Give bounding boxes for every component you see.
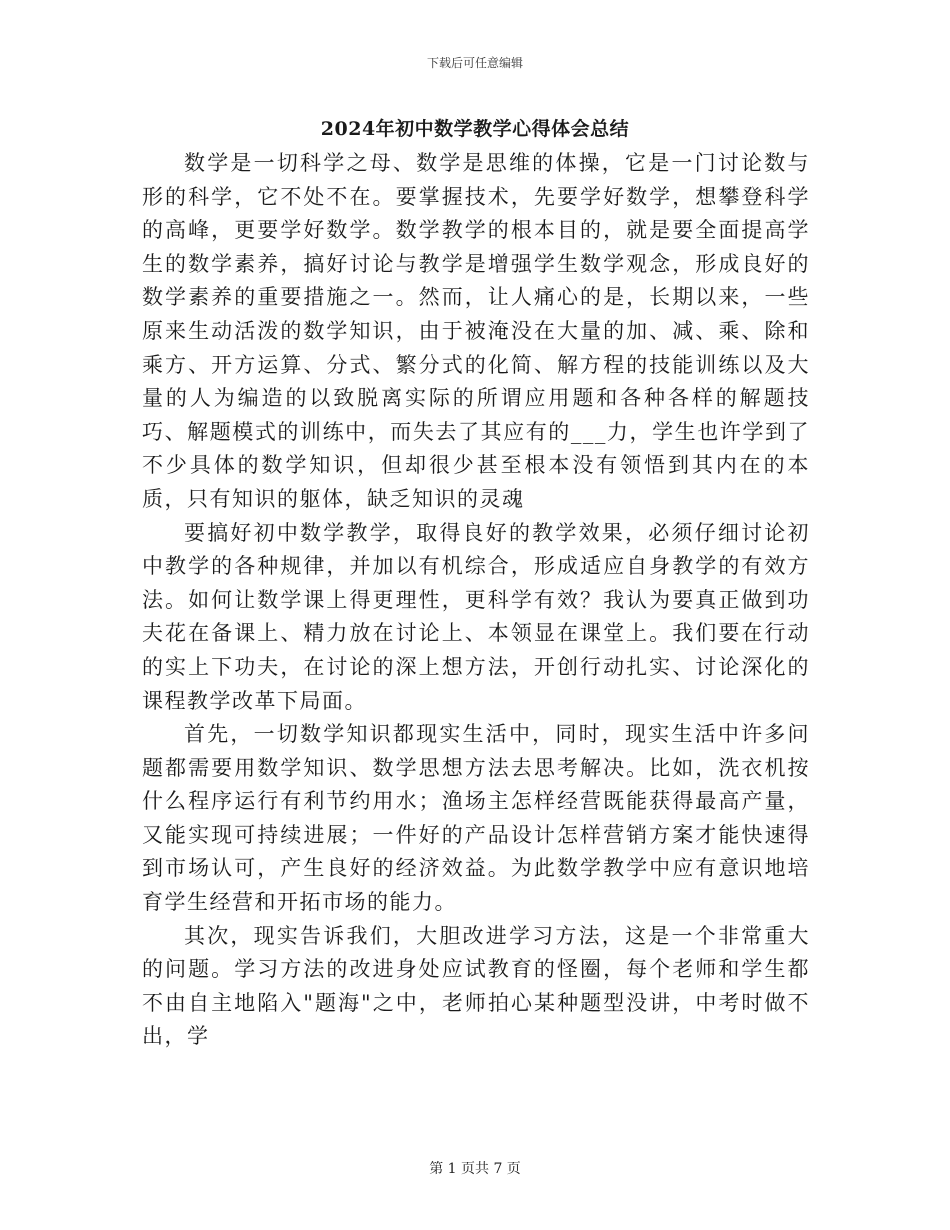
paragraph-4: 其次，现实告诉我们，大胆改进学习方法，这是一个非常重大的问题。学习方法的改进身处应试教育的怪圈，每个老师和学生都不由自主地陷入"题海"之中，老师拍心某种题型没讲，中考时做不出，学 — [142, 923, 810, 1049]
document-title: 2024年初中数学教学心得体会总结 — [320, 118, 630, 140]
paragraph-2: 要搞好初中数学教学，取得良好的教学效果，必须仔细讨论初中教学的各种规律，并加以有机综合，形成适应自身教学的有效方法。如何让数学课上得更理性，更科学有效？我认为要真正做到功夫花在备课上、精力放在讨论上、本领显在课堂上。我们要在行动的实上下功夫，在讨论的深上想方法，开创行动扎实、讨论深化的课程教学改革下局面。 — [142, 520, 810, 713]
paragraph-1: 数学是一切科学之母、数学是思维的体操，它是一门讨论数与形的科学，它不处不在。要掌握技术，先要学好数学，想攀登科学的高峰，更要学好数学。数学教学的根本目的，就是要全面提高学生的数学素养，搞好讨论与教学是增强学生数学观念，形成良好的数学素养的重要措施之一。然而，让人痛心的是，长期以来，一些原来生动活泼的数学知识，由于被淹没在大量的加、减、乘、除和乘方、开方运算、分式、繁分式的化简、解方程的技能训练以及大量的人为编造的以致脱离实际的所谓应用题和各种各样的解题技巧、解题模式的训练中，而失去了其应有的___力，学生也许学到了不少具体的数学知识，但却很少甚至根本没有领悟到其内在的本质，只有知识的躯体，缺乏知识的灵魂 — [142, 151, 810, 511]
paragraph-3: 首先，一切数学知识都现实生活中，同时，现实生活中许多问题都需要用数学知识、数学思想方法去思考解决。比如，洗衣机按什么程序运行有利节约用水；渔场主怎样经营既能获得最高产量，又能实现可持续进展；一件好的产品设计怎样营销方案才能快速得到市场认可，产生良好的经济效益。为此数学教学中应有意识地培育学生经营和开拓市场的能力。 — [142, 722, 810, 915]
document-body — [142, 147, 810, 1054]
page-footer: 第 1 页共 7 页 — [429, 1161, 521, 1177]
header-note: 下载后可任意编辑 — [426, 56, 523, 70]
